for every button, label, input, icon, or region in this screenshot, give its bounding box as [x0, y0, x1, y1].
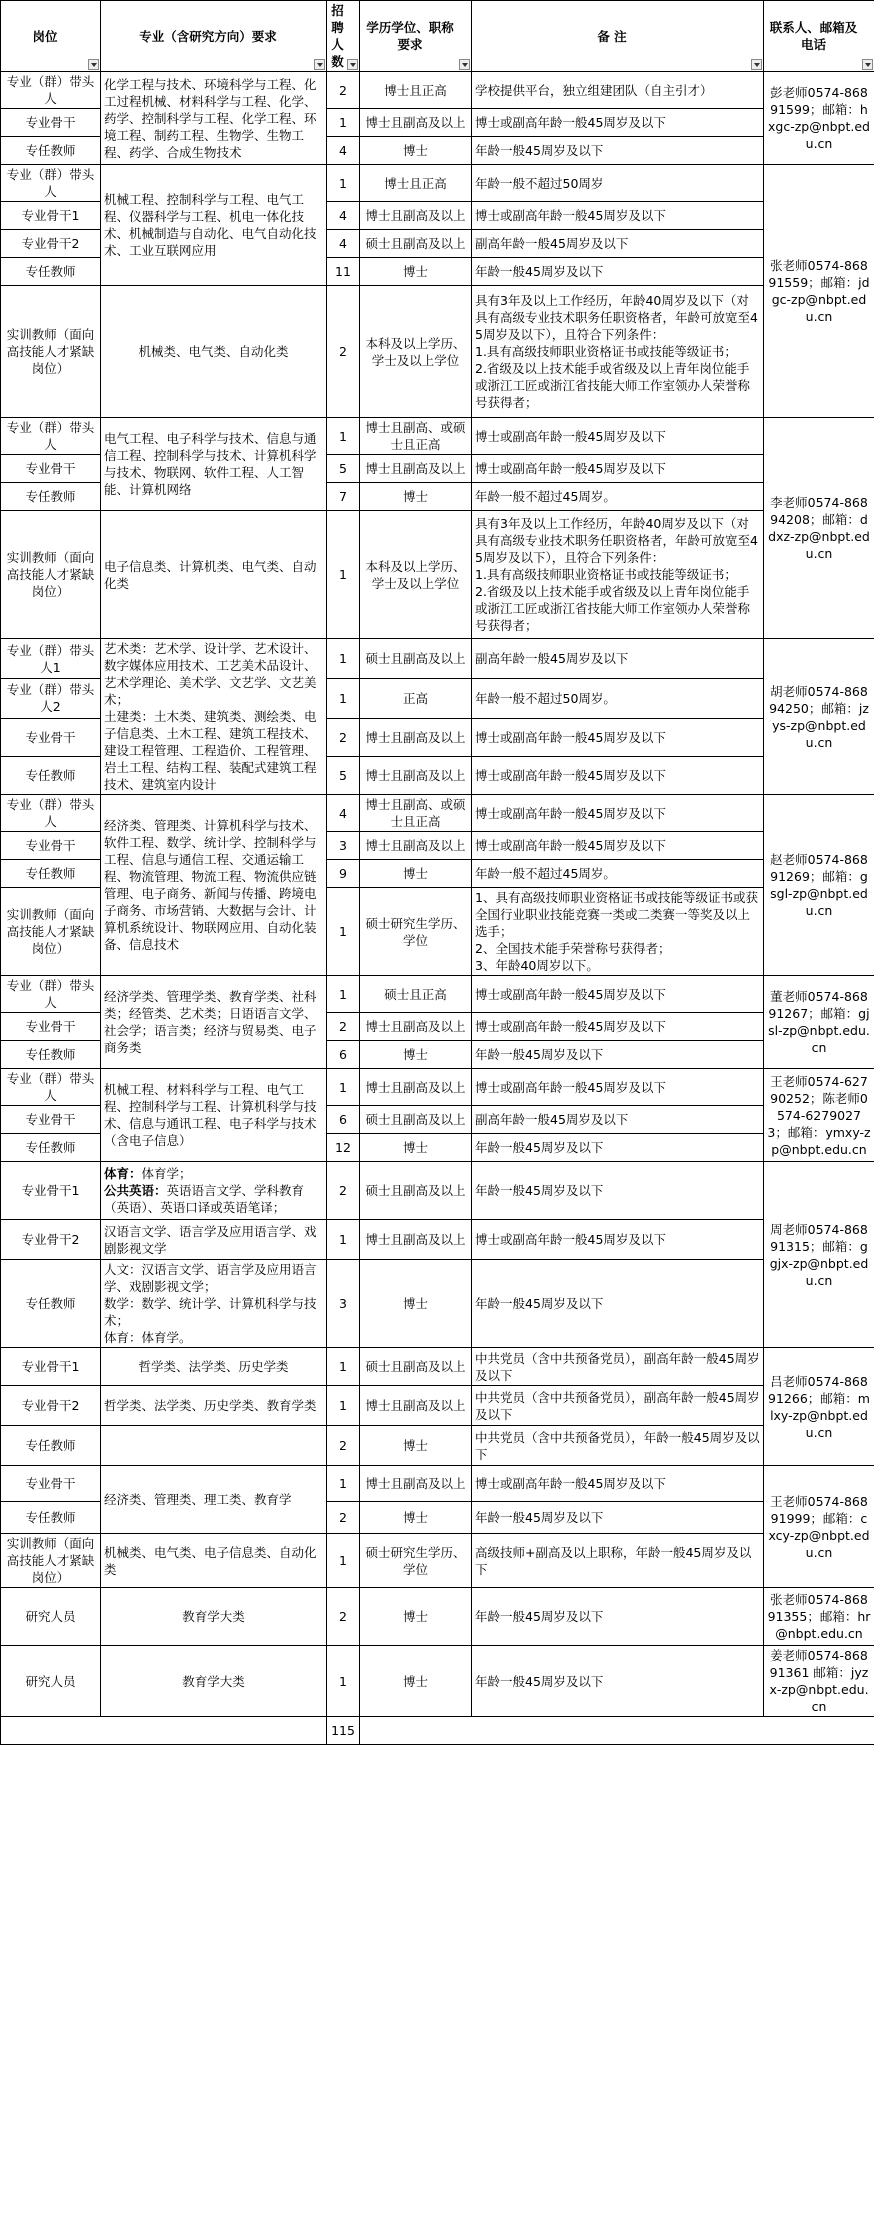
post-cell: 专业骨干	[1, 455, 101, 483]
degree-cell: 博士	[360, 1426, 472, 1466]
total-empty	[1, 1717, 327, 1745]
remark-cell: 博士或副高年龄一般45周岁及以下	[472, 418, 764, 455]
count-cell: 1	[327, 888, 360, 976]
contact-cell: 姜老师0574-86891361 邮箱：jyzx-zp@nbpt.edu.cn	[764, 1646, 874, 1717]
post-cell: 研究人员	[1, 1588, 101, 1646]
table-row	[1, 1426, 874, 1466]
major-category-value: 体育学；	[141, 1166, 192, 1181]
degree-cell: 博士且副高及以上	[360, 756, 472, 794]
count-cell: 3	[327, 832, 360, 860]
post-cell: 专业（群）带头人	[1, 72, 101, 109]
count-cell: 2	[327, 286, 360, 418]
post-cell: 专业骨干	[1, 109, 101, 137]
total-count: 115	[327, 1717, 360, 1745]
post-cell: 专任教师	[1, 483, 101, 511]
count-cell: 2	[327, 1588, 360, 1646]
major-cell: 哲学类、法学类、历史学类	[101, 1348, 327, 1386]
degree-cell: 博士	[360, 1134, 472, 1162]
remark-cell: 博士或副高年龄一般45周岁及以下	[472, 1069, 764, 1106]
degree-cell: 博士且副高及以上	[360, 202, 472, 230]
remark-cell: 博士或副高年龄一般45周岁及以下	[472, 718, 764, 756]
contact-cell: 董老师0574-86891267；邮箱：gjsl-zp@nbpt.edu.cn	[764, 976, 874, 1069]
table-row	[1, 72, 874, 109]
remark-cell: 年龄一般45周岁及以下	[472, 1162, 764, 1220]
degree-cell: 硕士研究生学历、学位	[360, 1534, 472, 1588]
remark-cell: 年龄一般不超过45周岁。	[472, 483, 764, 511]
total-empty	[360, 1717, 874, 1745]
table-row	[1, 639, 874, 679]
post-cell: 专业骨干1	[1, 202, 101, 230]
count-cell: 1	[327, 418, 360, 455]
degree-cell: 博士且副高、或硕士且正高	[360, 418, 472, 455]
degree-cell: 博士	[360, 1588, 472, 1646]
major-cell: 教育学大类	[101, 1588, 327, 1646]
total-row	[1, 1717, 874, 1745]
count-cell: 1	[327, 1220, 360, 1260]
contact-cell: 张老师0574-86891355；邮箱：hr@nbpt.edu.cn	[764, 1588, 874, 1646]
degree-cell: 博士	[360, 860, 472, 888]
degree-cell: 博士且副高及以上	[360, 1069, 472, 1106]
remark-cell: 学校提供平台，独立组建团队（自主引才）	[472, 72, 764, 109]
degree-cell: 正高	[360, 679, 472, 718]
post-cell: 专任教师	[1, 1502, 101, 1534]
table-row	[1, 1646, 874, 1717]
remark-cell: 博士或副高年龄一般45周岁及以下	[472, 1220, 764, 1260]
remark-cell: 年龄一般45周岁及以下	[472, 137, 764, 165]
post-cell: 专业骨干1	[1, 1348, 101, 1386]
contact-cell: 王老师0574-62790252；陈老师0574-62790273；邮箱：ymxy-zp@nbpt.edu.cn	[764, 1069, 874, 1162]
major-cell: 汉语言文学、语言学及应用语言学、戏剧影视文学	[101, 1220, 327, 1260]
remark-cell: 博士或副高年龄一般45周岁及以下	[472, 795, 764, 832]
degree-cell: 博士	[360, 137, 472, 165]
post-cell: 专业骨干2	[1, 1386, 101, 1426]
remark-cell: 年龄一般45周岁及以下	[472, 1588, 764, 1646]
filter-dropdown-icon[interactable]	[347, 59, 358, 70]
post-cell: 专业骨干1	[1, 1162, 101, 1220]
major-cell: 哲学类、法学类、历史学类、教育学类	[101, 1386, 327, 1426]
post-cell: 专业骨干2	[1, 1220, 101, 1260]
count-cell: 1	[327, 639, 360, 679]
post-cell: 专业（群）带头人1	[1, 639, 101, 679]
remark-cell: 博士或副高年龄一般45周岁及以下	[472, 756, 764, 794]
count-cell: 1	[327, 1534, 360, 1588]
header-major[interactable]: 专业（含研究方向）要求	[101, 1, 327, 72]
contact-cell: 张老师0574-86891559；邮箱：jdgc-zp@nbpt.edu.cn	[764, 165, 874, 418]
major-cell: 机械类、电气类、自动化类	[101, 286, 327, 418]
degree-cell: 硕士且副高及以上	[360, 639, 472, 679]
count-cell: 2	[327, 1162, 360, 1220]
count-cell: 5	[327, 756, 360, 794]
remark-cell: 年龄一般45周岁及以下	[472, 1502, 764, 1534]
remark-cell: 中共党员（含中共预备党员），年龄一般45周岁及以下	[472, 1426, 764, 1466]
major-cell: 经济类、管理类、理工类、教育学	[101, 1466, 327, 1534]
header-row	[1, 1, 874, 72]
remark-cell: 博士或副高年龄一般45周岁及以下	[472, 455, 764, 483]
major-cell: 机械工程、控制科学与工程、电气工程、仪器科学与工程、机电一体化技术、机械制造与自动化、电气自动化技术、工业互联网应用	[101, 165, 327, 286]
table-row	[1, 795, 874, 832]
table-row	[1, 1162, 874, 1220]
count-cell: 7	[327, 483, 360, 511]
table-row	[1, 418, 874, 455]
count-cell: 6	[327, 1041, 360, 1069]
degree-cell: 博士且副高及以上	[360, 1466, 472, 1502]
major-cell: 机械工程、材料科学与工程、电气工程、控制科学与工程、计算机科学与技术、信息与通讯工程、电子科学与技术（含电子信息）	[101, 1069, 327, 1162]
remark-cell: 1、具有高级技师职业资格证书或技能等级证书或获全国行业职业技能竞赛一类或二类赛一等奖及以上选手； 2、全国技术能手荣誉称号获得者； 3、年龄40周岁以下。	[472, 888, 764, 976]
post-cell: 实训教师（面向高技能人才紧缺岗位）	[1, 1534, 101, 1588]
table-row	[1, 1069, 874, 1106]
post-cell: 专业（群）带头人	[1, 795, 101, 832]
remark-cell: 博士或副高年龄一般45周岁及以下	[472, 976, 764, 1013]
degree-cell: 硕士且副高及以上	[360, 1162, 472, 1220]
degree-cell: 博士且副高、或硕士且正高	[360, 795, 472, 832]
filter-dropdown-icon[interactable]	[88, 59, 99, 70]
table-row	[1, 1534, 874, 1588]
degree-cell: 博士且副高及以上	[360, 455, 472, 483]
filter-dropdown-icon[interactable]	[459, 59, 470, 70]
degree-cell: 博士且副高及以上	[360, 718, 472, 756]
major-cell: 教育学大类	[101, 1646, 327, 1717]
filter-dropdown-icon[interactable]	[862, 59, 873, 70]
post-cell: 专业（群）带头人	[1, 1069, 101, 1106]
filter-dropdown-icon[interactable]	[314, 59, 325, 70]
degree-cell: 硕士且正高	[360, 976, 472, 1013]
header-degree[interactable]: 学历学位、职称要求	[360, 1, 472, 72]
remark-cell: 中共党员（含中共预备党员），副高年龄一般45周岁及以下	[472, 1348, 764, 1386]
filter-dropdown-icon[interactable]	[751, 59, 762, 70]
post-cell: 专业（群）带头人	[1, 418, 101, 455]
remark-cell: 博士或副高年龄一般45周岁及以下	[472, 109, 764, 137]
post-cell: 专业骨干	[1, 1106, 101, 1134]
table-body	[1, 72, 874, 1745]
post-cell: 研究人员	[1, 1646, 101, 1717]
table-row	[1, 976, 874, 1013]
contact-cell: 彭老师0574-86891599；邮箱：hxgc-zp@nbpt.edu.cn	[764, 72, 874, 165]
degree-cell: 博士	[360, 1041, 472, 1069]
count-cell: 4	[327, 137, 360, 165]
degree-cell: 博士且正高	[360, 72, 472, 109]
contact-cell: 王老师0574-86891999；邮箱：cxcy-zp@nbpt.edu.cn	[764, 1466, 874, 1588]
count-cell: 1	[327, 1069, 360, 1106]
header-post[interactable]: 岗位	[1, 1, 101, 72]
post-cell: 实训教师（面向高技能人才紧缺岗位）	[1, 511, 101, 639]
remark-cell: 中共党员（含中共预备党员），副高年龄一般45周岁及以下	[472, 1386, 764, 1426]
count-cell: 4	[327, 795, 360, 832]
table-row	[1, 1348, 874, 1386]
degree-cell: 博士	[360, 258, 472, 286]
major-cell: 机械类、电气类、电子信息类、自动化类	[101, 1534, 327, 1588]
count-cell: 12	[327, 1134, 360, 1162]
remark-cell: 年龄一般不超过45周岁。	[472, 860, 764, 888]
count-cell: 6	[327, 1106, 360, 1134]
contact-cell: 李老师0574-86894208；邮箱：ddxz-zp@nbpt.edu.cn	[764, 418, 874, 639]
count-cell: 2	[327, 718, 360, 756]
post-cell: 专业骨干	[1, 1013, 101, 1041]
post-cell: 专任教师	[1, 756, 101, 794]
degree-cell: 本科及以上学历、学士及以上学位	[360, 511, 472, 639]
degree-cell: 硕士且副高及以上	[360, 1106, 472, 1134]
count-cell: 4	[327, 202, 360, 230]
table-row	[1, 165, 874, 202]
count-cell: 1	[327, 1466, 360, 1502]
table-row	[1, 1386, 874, 1426]
degree-cell: 博士且副高及以上	[360, 1220, 472, 1260]
count-cell: 2	[327, 1426, 360, 1466]
major-cell: 电气工程、电子科学与技术、信息与通信工程、控制科学与技术、计算机科学与技术、物联网、软件工程、人工智能、计算机网络	[101, 418, 327, 511]
remark-cell: 年龄一般45周岁及以下	[472, 258, 764, 286]
degree-cell: 硕士且副高及以上	[360, 1348, 472, 1386]
table-row	[1, 1260, 874, 1348]
count-cell: 1	[327, 109, 360, 137]
count-cell: 11	[327, 258, 360, 286]
count-cell: 1	[327, 1646, 360, 1717]
table-row	[1, 1588, 874, 1646]
major-category-label: 公共英语：	[104, 1183, 167, 1198]
major-cell: 经济类、管理类、计算机科学与技术、软件工程、数学、统计学、控制科学与工程、信息与通信工程、交通运输工程、物流管理、物流工程、物流供应链管理、电子商务、新闻与传播、跨境电子商务、市场营销、大数据与会计、计算机系统设计、物联网应用、自动化装备、信息技术	[101, 795, 327, 976]
post-cell: 专任教师	[1, 860, 101, 888]
remark-cell: 年龄一般45周岁及以下	[472, 1041, 764, 1069]
remark-cell: 副高年龄一般45周岁及以下	[472, 1106, 764, 1134]
degree-cell: 博士	[360, 1260, 472, 1348]
count-cell: 4	[327, 230, 360, 258]
contact-cell: 胡老师0574-86894250；邮箱：jzys-zp@nbpt.edu.cn	[764, 639, 874, 795]
table-row	[1, 1220, 874, 1260]
remark-cell: 副高年龄一般45周岁及以下	[472, 639, 764, 679]
post-cell: 专任教师	[1, 1041, 101, 1069]
table-row	[1, 286, 874, 418]
count-cell: 3	[327, 1260, 360, 1348]
remark-cell: 年龄一般45周岁及以下	[472, 1134, 764, 1162]
post-cell: 专业骨干	[1, 1466, 101, 1502]
count-cell: 9	[327, 860, 360, 888]
post-cell: 专任教师	[1, 137, 101, 165]
count-cell: 1	[327, 1386, 360, 1426]
remark-cell: 高级技师+副高及以上职称，年龄一般45周岁及以下	[472, 1534, 764, 1588]
major-cell: 人文：汉语言文学、语言学及应用语言学、戏剧影视文学； 数学：数学、统计学、计算机科学与技术； 体育：体育学。	[101, 1260, 327, 1348]
post-cell: 专业（群）带头人	[1, 976, 101, 1013]
remark-cell: 具有3年及以上工作经历，年龄40周岁及以下（对具有高级专业技术职务任职资格者，年龄可放宽至45周岁及以下），且符合下列条件： 1.具有高级技师职业资格证书或技能等级证书； 2.省级及以上技术能手或省级及以上青年岗位能手或浙江工匠或浙江省技能大师工作室领办人荣誉称号获得者；	[472, 286, 764, 418]
count-cell: 2	[327, 72, 360, 109]
major-cell	[101, 1162, 327, 1220]
major-category-label: 体育：	[104, 1166, 142, 1181]
post-cell: 专任教师	[1, 1134, 101, 1162]
contact-cell: 周老师0574-86891315；邮箱：ggjx-zp@nbpt.edu.cn	[764, 1162, 874, 1348]
remark-cell: 年龄一般45周岁及以下	[472, 1646, 764, 1717]
count-cell: 1	[327, 679, 360, 718]
degree-cell: 博士且副高及以上	[360, 1386, 472, 1426]
remark-cell: 博士或副高年龄一般45周岁及以下	[472, 1013, 764, 1041]
degree-cell: 博士且正高	[360, 165, 472, 202]
major-cell: 艺术类：艺术学、设计学、艺术设计、数字媒体应用技术、工艺美术品设计、艺术学理论、美术学、文艺学、文艺美术； 土建类：土木类、建筑类、测绘类、电子信息类、土木工程、建筑工程技术、建设工程管理、工程造价、工程管理、岩土工程、结构工程、装配式建筑工程技术、建筑室内设计	[101, 639, 327, 795]
post-cell: 专业骨干	[1, 718, 101, 756]
post-cell: 专业骨干	[1, 832, 101, 860]
remark-cell: 年龄一般不超过50周岁	[472, 165, 764, 202]
degree-cell: 硕士研究生学历、学位	[360, 888, 472, 976]
post-cell: 专业（群）带头人	[1, 165, 101, 202]
remark-cell: 副高年龄一般45周岁及以下	[472, 230, 764, 258]
table-row	[1, 1466, 874, 1502]
degree-cell: 博士	[360, 1646, 472, 1717]
degree-cell: 本科及以上学历、学士及以上学位	[360, 286, 472, 418]
degree-cell: 博士且副高及以上	[360, 832, 472, 860]
remark-cell: 年龄一般不超过50周岁。	[472, 679, 764, 718]
count-cell: 2	[327, 1013, 360, 1041]
post-cell: 专任教师	[1, 1260, 101, 1348]
post-cell: 实训教师（面向高技能人才紧缺岗位）	[1, 888, 101, 976]
remark-cell: 具有3年及以上工作经历，年龄40周岁及以下（对具有高级专业技术职务任职资格者，年龄可放宽至45周岁及以下），且符合下列条件： 1.具有高级技师职业资格证书或技能等级证书； 2.省级及以上技术能手或省级及以上青年岗位能手或浙江工匠或浙江省技能大师工作室领办人荣誉称号获得者；	[472, 511, 764, 639]
header-contact[interactable]: 联系人、邮箱及电话	[764, 1, 874, 72]
contact-cell: 赵老师0574-86891269；邮箱：gsgl-zp@nbpt.edu.cn	[764, 795, 874, 976]
post-cell: 专业（群）带头人2	[1, 679, 101, 718]
major-cell: 电子信息类、计算机类、电气类、自动化类	[101, 511, 327, 639]
header-remark[interactable]: 备 注	[472, 1, 764, 72]
major-cell: 经济学类、管理学类、教育学类、社科类；经管类、艺术类；日语语言文学、社会学；语言类；经济与贸易类、电子商务类	[101, 976, 327, 1069]
degree-cell: 硕士且副高及以上	[360, 230, 472, 258]
count-cell: 1	[327, 976, 360, 1013]
post-cell: 实训教师（面向高技能人才紧缺岗位）	[1, 286, 101, 418]
post-cell: 专任教师	[1, 258, 101, 286]
count-cell: 2	[327, 1502, 360, 1534]
header-count[interactable]: 招聘人数	[327, 1, 360, 72]
remark-cell: 博士或副高年龄一般45周岁及以下	[472, 1466, 764, 1502]
remark-cell: 博士或副高年龄一般45周岁及以下	[472, 202, 764, 230]
degree-cell: 博士且副高及以上	[360, 109, 472, 137]
contact-cell: 吕老师0574-86891266；邮箱：mlxy-zp@nbpt.edu.cn	[764, 1348, 874, 1466]
degree-cell: 博士	[360, 483, 472, 511]
major-category-value: 英语语言文学、学科教育（英语）、英语口译或英语笔译；	[104, 1183, 305, 1215]
major-cell: 化学工程与技术、环境科学与工程、化工过程机械、材料科学与工程、化学、药学、控制科学与工程、化学工程、环境工程、制药工程、生物学、生物工程、药学、合成生物技术	[101, 72, 327, 165]
remark-cell: 年龄一般45周岁及以下	[472, 1260, 764, 1348]
count-cell: 1	[327, 1348, 360, 1386]
count-cell: 1	[327, 165, 360, 202]
table-row	[1, 511, 874, 639]
post-cell: 专任教师	[1, 1426, 101, 1466]
count-cell: 1	[327, 511, 360, 639]
count-cell: 5	[327, 455, 360, 483]
post-cell: 专业骨干2	[1, 230, 101, 258]
remark-cell: 博士或副高年龄一般45周岁及以下	[472, 832, 764, 860]
degree-cell: 博士且副高及以上	[360, 1013, 472, 1041]
degree-cell: 博士	[360, 1502, 472, 1534]
major-cell	[101, 1426, 327, 1466]
